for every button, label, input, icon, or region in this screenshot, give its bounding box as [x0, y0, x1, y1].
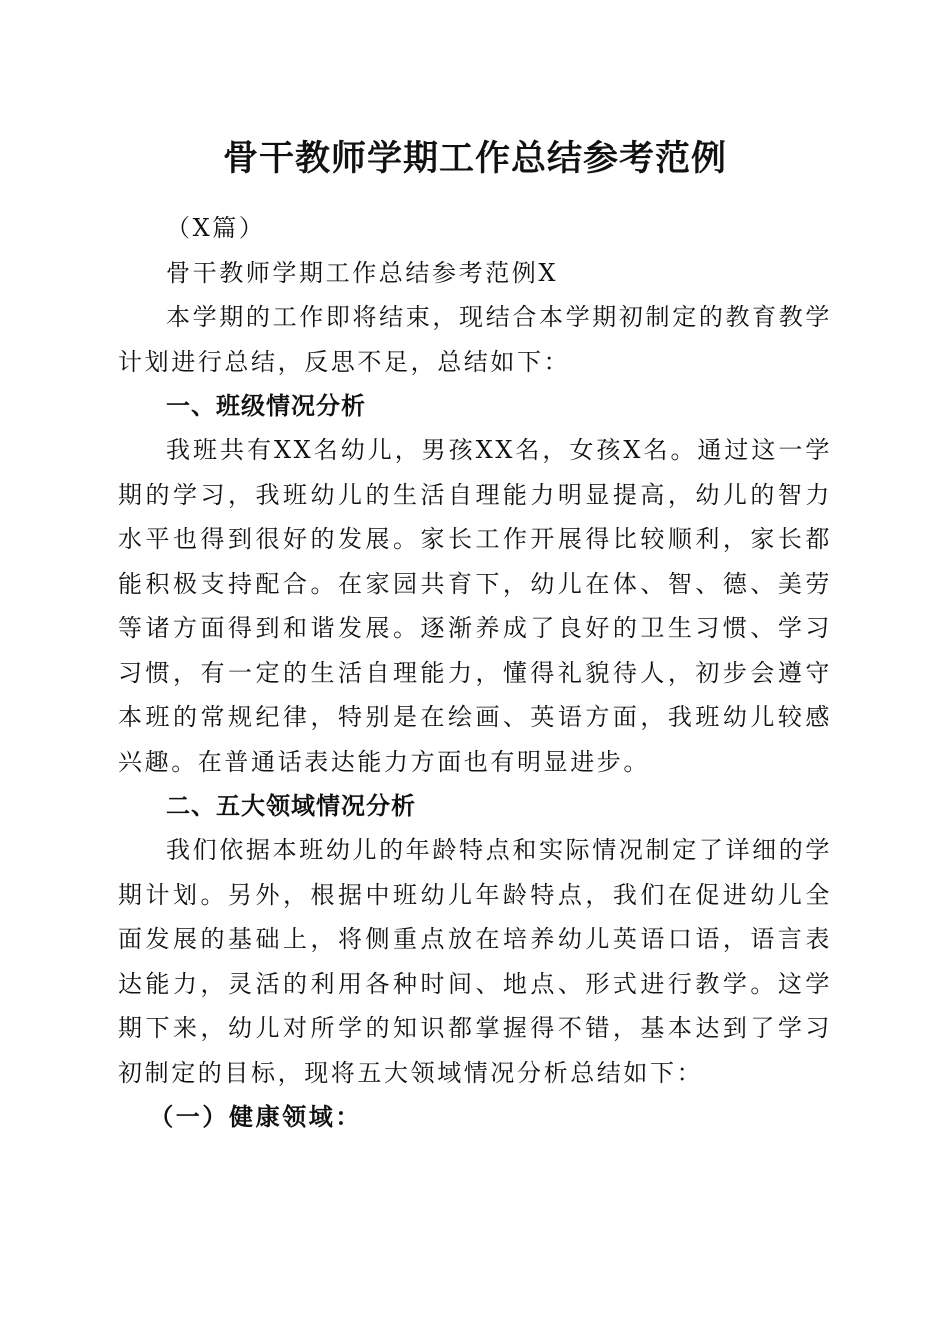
document-title: 骨干教师学期工作总结参考范例	[222, 138, 727, 179]
section-heading-five-domains: 二、五大领域情况分析	[166, 792, 416, 820]
paragraph-five-domains: 我们依据本班幼儿的年龄特点和实际情况制定了详细的学期计划。另外，根据中班幼儿年龄特点，我们在促进幼儿全面发展的基础上，将侧重点放在培养幼儿英语口语，语言表达能力，灵活的利用各种时间、地点、形式进行教学。这学期下来，幼儿对所学的知识都掌握得不错，基本达到了学习初制定的目标，现将五大领域情况分析总结如下：	[118, 836, 832, 1087]
paragraph-subtitle: 骨干教师学期工作总结参考范例X	[166, 258, 559, 287]
subsection-heading-health: （一）健康领域：	[149, 1102, 362, 1131]
section-heading-class-analysis: 一、班级情况分析	[166, 392, 366, 420]
paragraph-intro: 本学期的工作即将结束，现结合本学期初制定的教育教学计划进行总结，反思不足，总结如下：	[118, 303, 832, 376]
paragraph-class-analysis: 我班共有XX名幼儿，男孩XX名，女孩X名。通过这一学期的学习，我班幼儿的生活自理能力明显提高，幼儿的智力水平也得到很好的发展。家长工作开展得比较顺利，家长都能积极支持配合。在家园共育下，幼儿在体、智、德、美劳等诸方面得到和谐发展。逐渐养成了良好的卫生习惯、学习习惯，有一定的生活自理能力，懂得礼貌待人，初步会遵守本班的常规纪律，特别是在绘画、英语方面，我班幼儿较感兴趣。在普通话表达能力方面也有明显进步。	[118, 436, 832, 776]
paragraph-part-label: （X篇）	[166, 214, 266, 242]
document-body	[118, 206, 832, 1140]
